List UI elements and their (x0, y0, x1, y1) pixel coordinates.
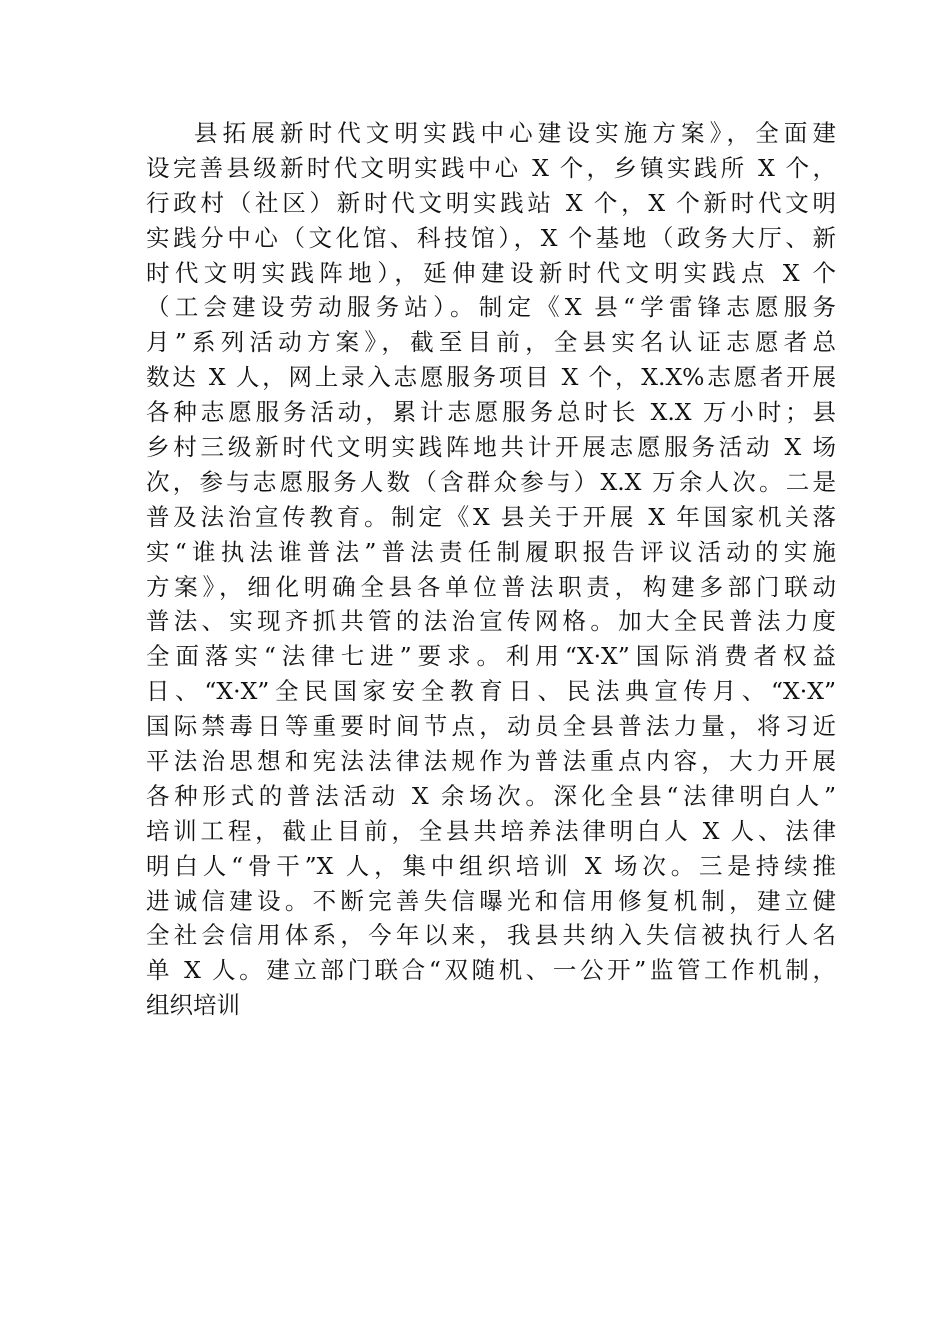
text-line: 县拓展新时代文明实践中心建设实施方案》，全面建 (194, 119, 836, 147)
text-line: 全社会信用体系，今年以来，我县共纳入失信被执行人名 (146, 921, 836, 950)
text-line: 各种形式的普法活动 X 余场次。深化全县“法律明白人” (146, 781, 836, 810)
text-line: 平法治思想和宪法法律法规作为普法重点内容，大力开展 (146, 747, 836, 776)
text-line: 日、“X·X”全民国家安全教育日、民法典宣传月、“X·X” (146, 677, 836, 706)
text-line: 时代文明实践阵地），延伸建设新时代文明实践点 X 个 (146, 258, 836, 287)
body-paragraph (146, 116, 836, 1023)
text-line: 国际禁毒日等重要时间节点，动员全县普法力量，将习近 (146, 712, 836, 741)
text-line: 实“谁执法谁普法”普法责任制履职报告评议活动的实施 (146, 537, 836, 566)
text-line: （工会建设劳动服务站）。制定《X 县“学雷锋志愿服务 (146, 293, 836, 322)
text-line: 培训工程，截止目前，全县共培养法律明白人 X 人、法律 (146, 816, 836, 845)
text-line: 进诚信建设。不断完善失信曝光和信用修复机制，建立健 (146, 886, 836, 915)
text-line: 月”系列活动方案》，截至目前，全县实名认证志愿者总 (146, 328, 836, 357)
text-line: 实践分中心（文化馆、科技馆），X 个基地（政务大厅、新 (146, 223, 836, 252)
text-line: 普法、实现齐抓共管的法治宣传网格。加大全民普法力度 (146, 607, 836, 636)
text-line: 行政村（社区）新时代文明实践站 X 个，X 个新时代文明 (146, 188, 836, 217)
text-line: 乡村三级新时代文明实践阵地共计开展志愿服务活动 X 场 (146, 433, 836, 462)
text-line: 单 X 人。建立部门联合“双随机、一公开”监管工作机制， (146, 956, 836, 985)
text-line: 组织培训 (146, 991, 240, 1020)
text-line: 明白人“骨干”X 人，集中组织培训 X 场次。三是持续推 (146, 851, 836, 880)
text-line: 设完善县级新时代文明实践中心 X 个，乡镇实践所 X 个， (146, 153, 836, 182)
text-line: 次，参与志愿服务人数（含群众参与）X.X 万余人次。二是 (146, 467, 836, 496)
text-line: 全面落实“法律七进”要求。利用“X·X”国际消费者权益 (146, 642, 836, 671)
text-line: 方案》，细化明确全县各单位普法职责，构建多部门联动 (146, 572, 836, 601)
text-line: 普及法治宣传教育。制定《X 县关于开展 X 年国家机关落 (146, 502, 836, 531)
text-line: 各种志愿服务活动，累计志愿服务总时长 X.X 万小时；县 (146, 398, 836, 427)
text-line: 数达 X 人，网上录入志愿服务项目 X 个，X.X%志愿者开展 (146, 363, 836, 392)
